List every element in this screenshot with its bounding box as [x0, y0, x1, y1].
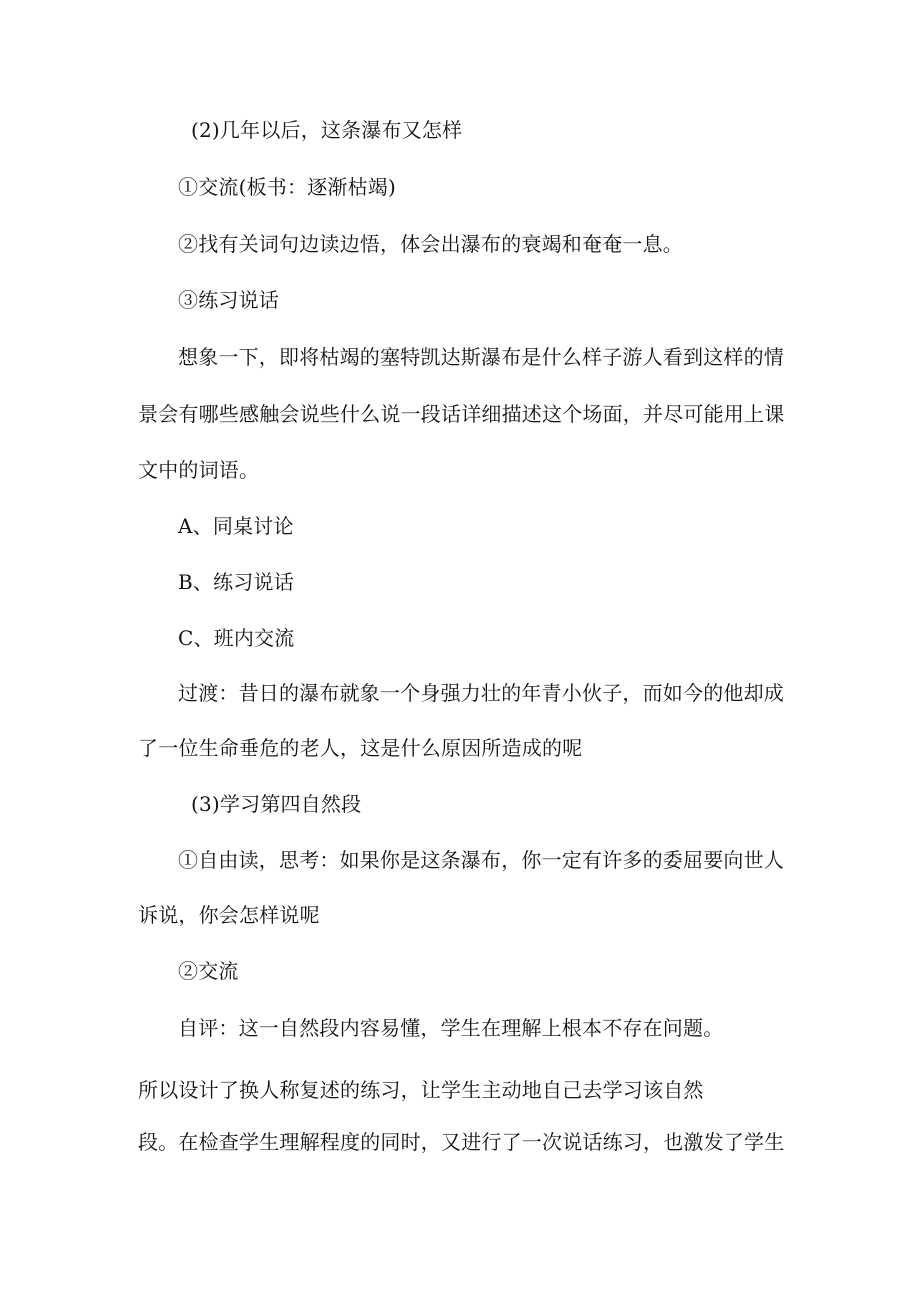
self-review-line-3: 段。在检查学生理解程度的同时，又进行了一次说话练习，也激发了学生	[138, 1130, 785, 1154]
option-a: A、同桌讨论	[178, 514, 294, 538]
self-review-line-1: 自评：这一自然段内容易懂，学生在理解上根本不存在问题。	[178, 1016, 724, 1040]
paragraph-imagine-line-1: 想象一下，即将枯竭的塞特凯达斯瀑布是什么样子游人看到这样的情	[178, 345, 784, 369]
section-heading-3: (3)学习第四自然段	[191, 792, 362, 816]
option-b: B、练习说话	[178, 570, 294, 594]
paragraph-imagine-line-3: 文中的词语。	[138, 458, 260, 482]
free-read-line-2: 诉说，你会怎样说呢	[138, 903, 320, 927]
step-find-phrases: ②找有关词句边读边悟，体会出瀑布的衰竭和奄奄一息。	[178, 232, 683, 256]
transition-line-2: 了一位生命垂危的老人，这是什么原因所造成的呢	[138, 736, 583, 760]
step-exchange-2: ②交流	[178, 959, 239, 983]
self-review-line-2: 所以设计了换人称复述的练习，让学生主动地自己去学习该自然	[138, 1078, 704, 1102]
option-c: C、班内交流	[178, 626, 295, 650]
step-speaking-practice: ③练习说话	[178, 288, 279, 312]
step-exchange: ①交流(板书：逐渐枯竭)	[178, 175, 397, 199]
paragraph-imagine-line-2: 景会有哪些感触会说些什么说一段话详细描述这个场面，并尽可能用上课	[138, 402, 785, 426]
free-read-line-1: ①自由读，思考：如果你是这条瀑布，你一定有许多的委屈要向世人	[178, 848, 784, 872]
transition-line-1: 过渡：昔日的瀑布就象一个身强力壮的年青小伙子，而如今的他却成	[178, 681, 784, 705]
section-heading-2: (2)几年以后，这条瀑布又怎样	[191, 118, 463, 142]
